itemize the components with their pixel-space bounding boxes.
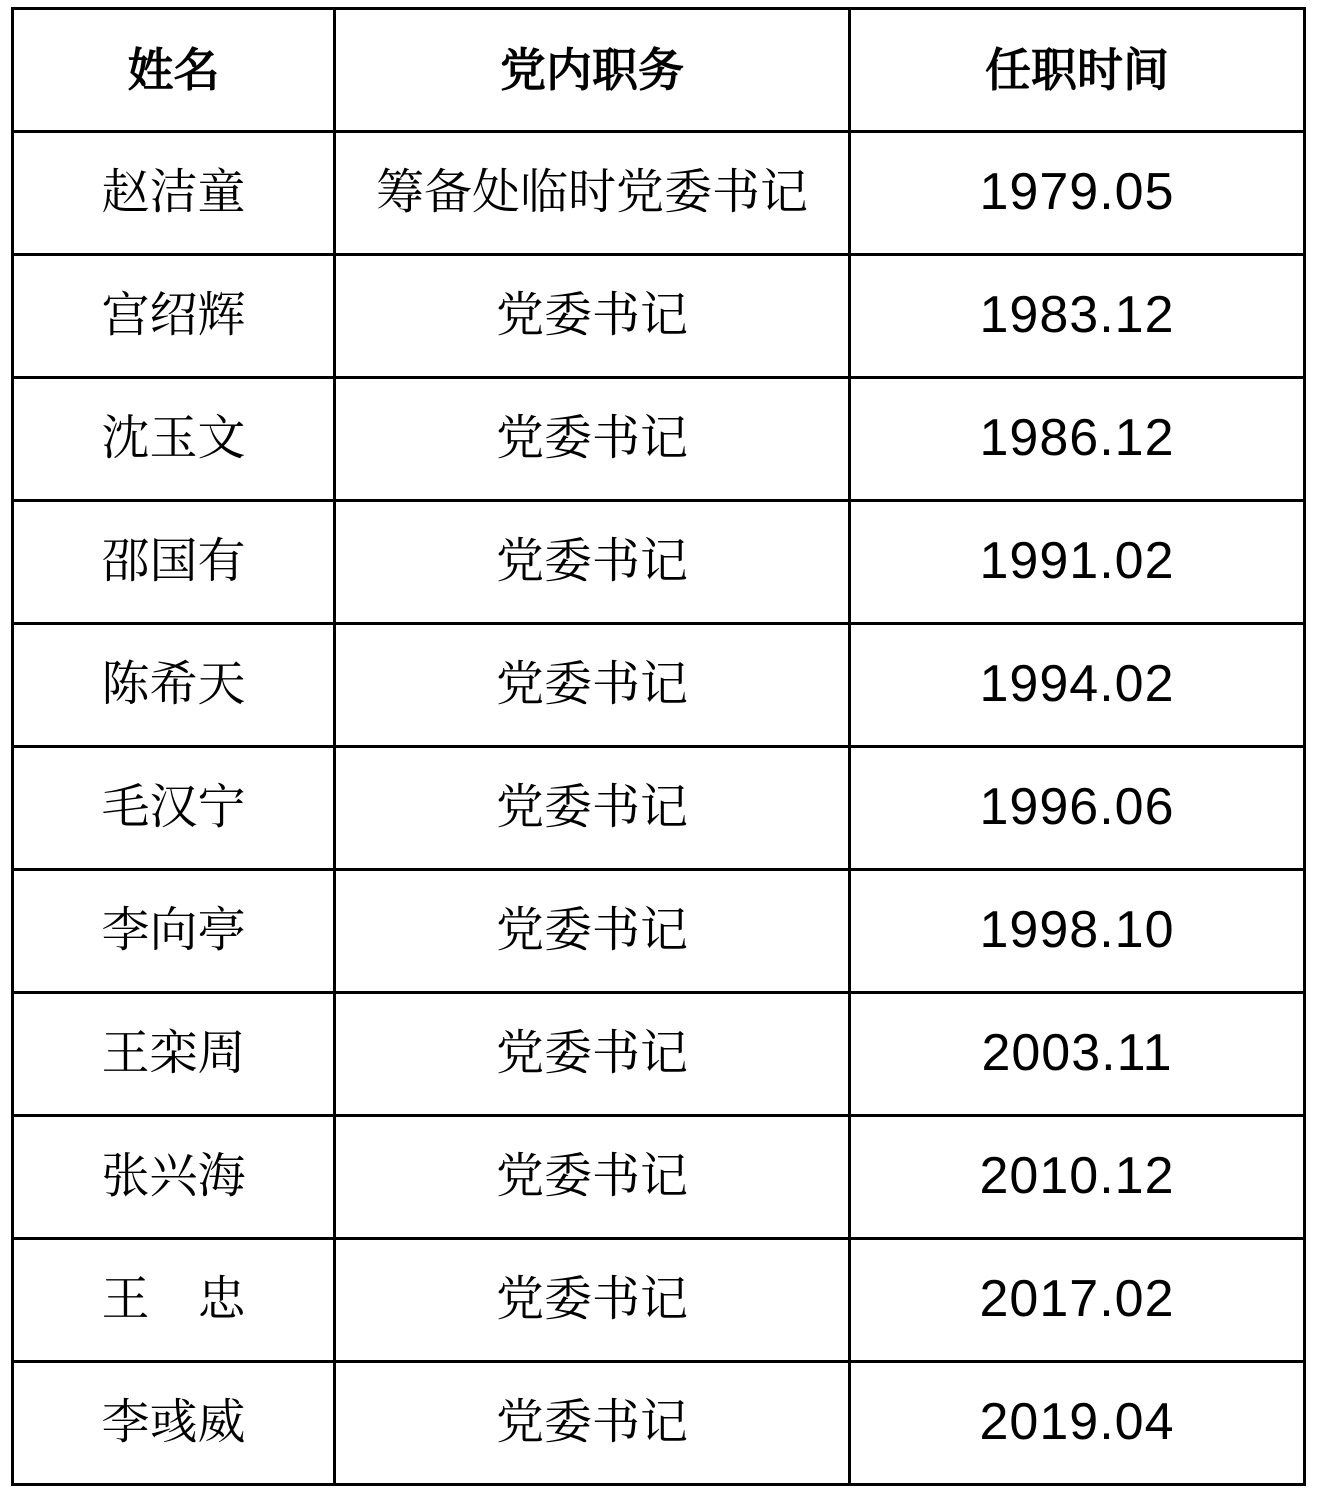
cell-date: 2010.12 (850, 1116, 1305, 1239)
cell-position: 党委书记 (335, 1362, 850, 1485)
column-header-position: 党内职务 (335, 9, 850, 132)
cell-name: 王栾周 (13, 993, 335, 1116)
cell-position: 筹备处临时党委书记 (335, 132, 850, 255)
cell-name: 李彧威 (13, 1362, 335, 1485)
table-header-row (13, 9, 1305, 132)
cell-name: 陈希天 (13, 624, 335, 747)
cell-position: 党委书记 (335, 378, 850, 501)
cell-date: 1998.10 (850, 870, 1305, 993)
table-row (13, 747, 1305, 870)
cell-date: 1994.02 (850, 624, 1305, 747)
cell-date: 2019.04 (850, 1362, 1305, 1485)
cell-date: 1996.06 (850, 747, 1305, 870)
cell-name: 张兴海 (13, 1116, 335, 1239)
table-row (13, 132, 1305, 255)
table-row (13, 255, 1305, 378)
table-row (13, 501, 1305, 624)
table-row (13, 993, 1305, 1116)
cell-position: 党委书记 (335, 1116, 850, 1239)
table-row (13, 870, 1305, 993)
cell-name: 宫绍辉 (13, 255, 335, 378)
column-header-name: 姓名 (13, 9, 335, 132)
cell-date: 1986.12 (850, 378, 1305, 501)
cell-name: 毛汉宁 (13, 747, 335, 870)
cell-name: 王 忠 (13, 1239, 335, 1362)
cell-date: 1991.02 (850, 501, 1305, 624)
cell-position: 党委书记 (335, 1239, 850, 1362)
table-row (13, 1116, 1305, 1239)
cell-position: 党委书记 (335, 993, 850, 1116)
cell-position: 党委书记 (335, 501, 850, 624)
table-row (13, 1362, 1305, 1485)
cell-date: 1983.12 (850, 255, 1305, 378)
cell-name: 赵洁童 (13, 132, 335, 255)
cell-position: 党委书记 (335, 870, 850, 993)
cell-date: 2017.02 (850, 1239, 1305, 1362)
cell-position: 党委书记 (335, 747, 850, 870)
party-secretary-history-table (11, 7, 1306, 1486)
table-row (13, 378, 1305, 501)
cell-name: 沈玉文 (13, 378, 335, 501)
table-row (13, 1239, 1305, 1362)
cell-date: 2003.11 (850, 993, 1305, 1116)
column-header-tenure-date: 任职时间 (850, 9, 1305, 132)
cell-name: 邵国有 (13, 501, 335, 624)
cell-position: 党委书记 (335, 624, 850, 747)
cell-name: 李向亭 (13, 870, 335, 993)
cell-position: 党委书记 (335, 255, 850, 378)
cell-date: 1979.05 (850, 132, 1305, 255)
table-row (13, 624, 1305, 747)
